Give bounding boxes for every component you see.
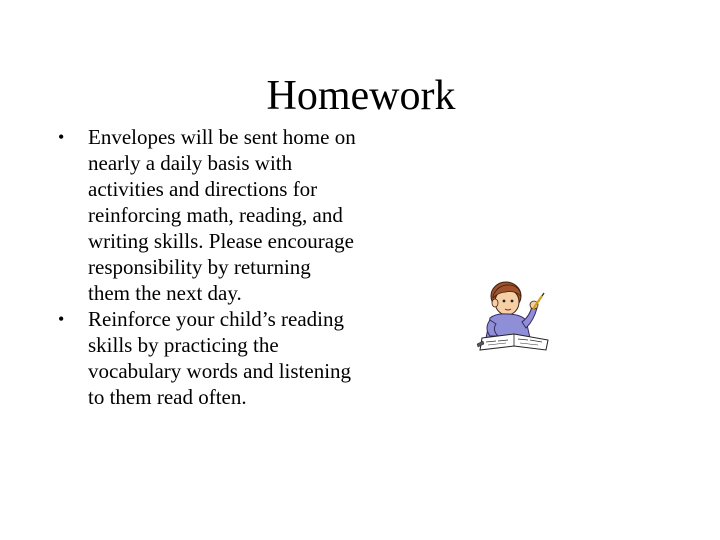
bullet-text: Envelopes will be sent home on nearly a daily basis with activities and directions for reinforcing math, reading, and writing skills. Please encourage responsibility by returning them the next day.	[88, 125, 356, 305]
bullet-list	[58, 124, 358, 410]
slide-title: Homework	[266, 73, 456, 119]
bullet-dot-icon: •	[58, 309, 65, 329]
bullet-item	[58, 124, 358, 306]
bullet-text: Reinforce your child’s reading skills by practicing the vocabulary words and listening to them read often.	[88, 307, 352, 409]
boy-doing-homework-icon	[476, 278, 554, 356]
bullet-dot-icon: •	[58, 127, 65, 147]
bullet-item	[58, 306, 358, 410]
